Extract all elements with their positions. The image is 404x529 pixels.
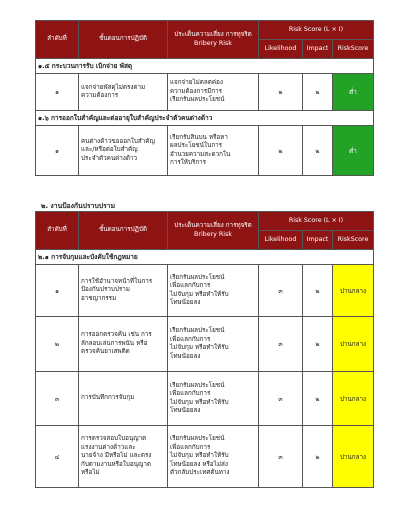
row-number: ๓ (36, 372, 79, 426)
header-no: ลำดับที่ (36, 21, 79, 59)
section-row (36, 111, 374, 126)
header-risk-score: Risk Score (L × I) (259, 21, 374, 40)
risk-score-badge: ปานกลาง (333, 426, 374, 488)
section-row (36, 250, 374, 265)
likelihood-value: ๓ (259, 265, 303, 317)
table-row (36, 317, 374, 372)
header-likelihood: Likelihood (259, 40, 303, 59)
table-row (36, 265, 374, 317)
likelihood-value: ๒ (259, 126, 303, 176)
process-step: การตรวจสอบใบอนุญาต แรงงานต่างด้าวและ นายจ้าง มีหรือไม่ และตรง กับตามงานหรือใบอนุญาต หรือไม่ (79, 426, 168, 488)
header-risk-score: Risk Score (L × I) (259, 212, 374, 231)
section-row (36, 59, 374, 74)
table-row (36, 426, 374, 488)
header-step: ขั้นตอนการปฏิบัติ (79, 21, 168, 59)
section-title-prevention: ๒. งานป้องกันปราบปราม (41, 202, 116, 210)
header-score: RiskScore (333, 231, 374, 250)
table-row (36, 74, 374, 111)
risk-description: แจกจ่ายไม่ตลตค่อง ความต้องการมีการ เรียกรับผลประโยชน์ (168, 74, 259, 111)
header-impact: Impact (303, 231, 333, 250)
likelihood-value: ๓ (259, 317, 303, 372)
risk-table-2 (35, 211, 374, 488)
row-number: ๑ (36, 74, 79, 111)
likelihood-value: ๓ (259, 426, 303, 488)
risk-score-badge: ปานกลาง (333, 265, 374, 317)
section-title: ๒.๑ การจับกุมและบังคับใช้กฎหมาย (36, 250, 374, 265)
risk-score-badge: ต่ำ (333, 74, 374, 111)
header-no: ลำดับที่ (36, 212, 79, 250)
impact-value: ๒ (303, 372, 333, 426)
likelihood-value: ๓ (259, 372, 303, 426)
header-likelihood: Likelihood (259, 231, 303, 250)
impact-value: ๒ (303, 265, 333, 317)
risk-description: เรียกรับผลประโยชน์ เพื่อแลกกับการ ไม่จับกุม หรือทำให้รับ โทษน้อยลง หรือไม่ส่ง ตัวกลับประเทศต้นทาง (168, 426, 259, 488)
impact-value: ๒ (303, 426, 333, 488)
risk-description: เรียกรับสินบน หรือหา ผลประโยชน์ในการ อำนวยความสะดวกใน การให้บริการ (168, 126, 259, 176)
table-row (36, 372, 374, 426)
impact-value: ๒ (303, 74, 333, 111)
risk-score-badge: ปานกลาง (333, 372, 374, 426)
row-number: ๒ (36, 317, 79, 372)
process-step: การออกตรวจค้น เช่น การ ลักลอบเล่นการพนัน หรือ ตรวจค้นยาเสพติด (79, 317, 168, 372)
header-risk-issue: ประเด็นความเสี่ยง การทุจริต Bribery Risk (168, 21, 259, 59)
section-title: ๑.๕ กระบวนการรับ เบิกจ่าย พัสดุ (36, 59, 374, 74)
impact-value: ๒ (303, 126, 333, 176)
row-number: ๑ (36, 126, 79, 176)
process-step: แจกจ่ายพัสดุไม่ตรงตาม ความต้องการ (79, 74, 168, 111)
risk-description: เรียกรับผลประโยชน์ เพื่อแลกกับการ ไม่จับกุม หรือทำให้รับ โทษน้อยลง (168, 317, 259, 372)
header-impact: Impact (303, 40, 333, 59)
risk-score-badge: ต่ำ (333, 126, 374, 176)
table-row (36, 126, 374, 176)
header-step: ขั้นตอนการปฏิบัติ (79, 212, 168, 250)
process-step: การบันทึกการจับกุม (79, 372, 168, 426)
header-risk-issue: ประเด็นความเสี่ยง การทุจริต Bribery Risk (168, 212, 259, 250)
row-number: ๑ (36, 265, 79, 317)
risk-table-1 (35, 20, 374, 176)
header-score: RiskScore (333, 40, 374, 59)
process-step: คนต่างด้าวขอออกใบสำคัญ และ/หรือต่อใบสำคัญ ประจำตัวคนต่างด้าว (79, 126, 168, 176)
row-number: ๔ (36, 426, 79, 488)
section-title: ๑.๖ การออกใบสำคัญและต่ออายุใบสำคัญประจำตัวคนต่างด้าว (36, 111, 374, 126)
risk-score-badge: ปานกลาง (333, 317, 374, 372)
impact-value: ๒ (303, 317, 333, 372)
process-step: การใช้อำนาจหน้าที่ในการ ป้องกันปราบปราม อาชญากรรม (79, 265, 168, 317)
likelihood-value: ๒ (259, 74, 303, 111)
risk-description: เรียกรับผลประโยชน์ เพื่อแลกกับการ ไม่จับกุม หรือทำให้รับ โทษน้อยลง (168, 372, 259, 426)
risk-description: เรียกรับผลประโยชน์ เพื่อแลกกับการ ไม่จับกุม หรือทำให้รับ โทษน้อยลง (168, 265, 259, 317)
